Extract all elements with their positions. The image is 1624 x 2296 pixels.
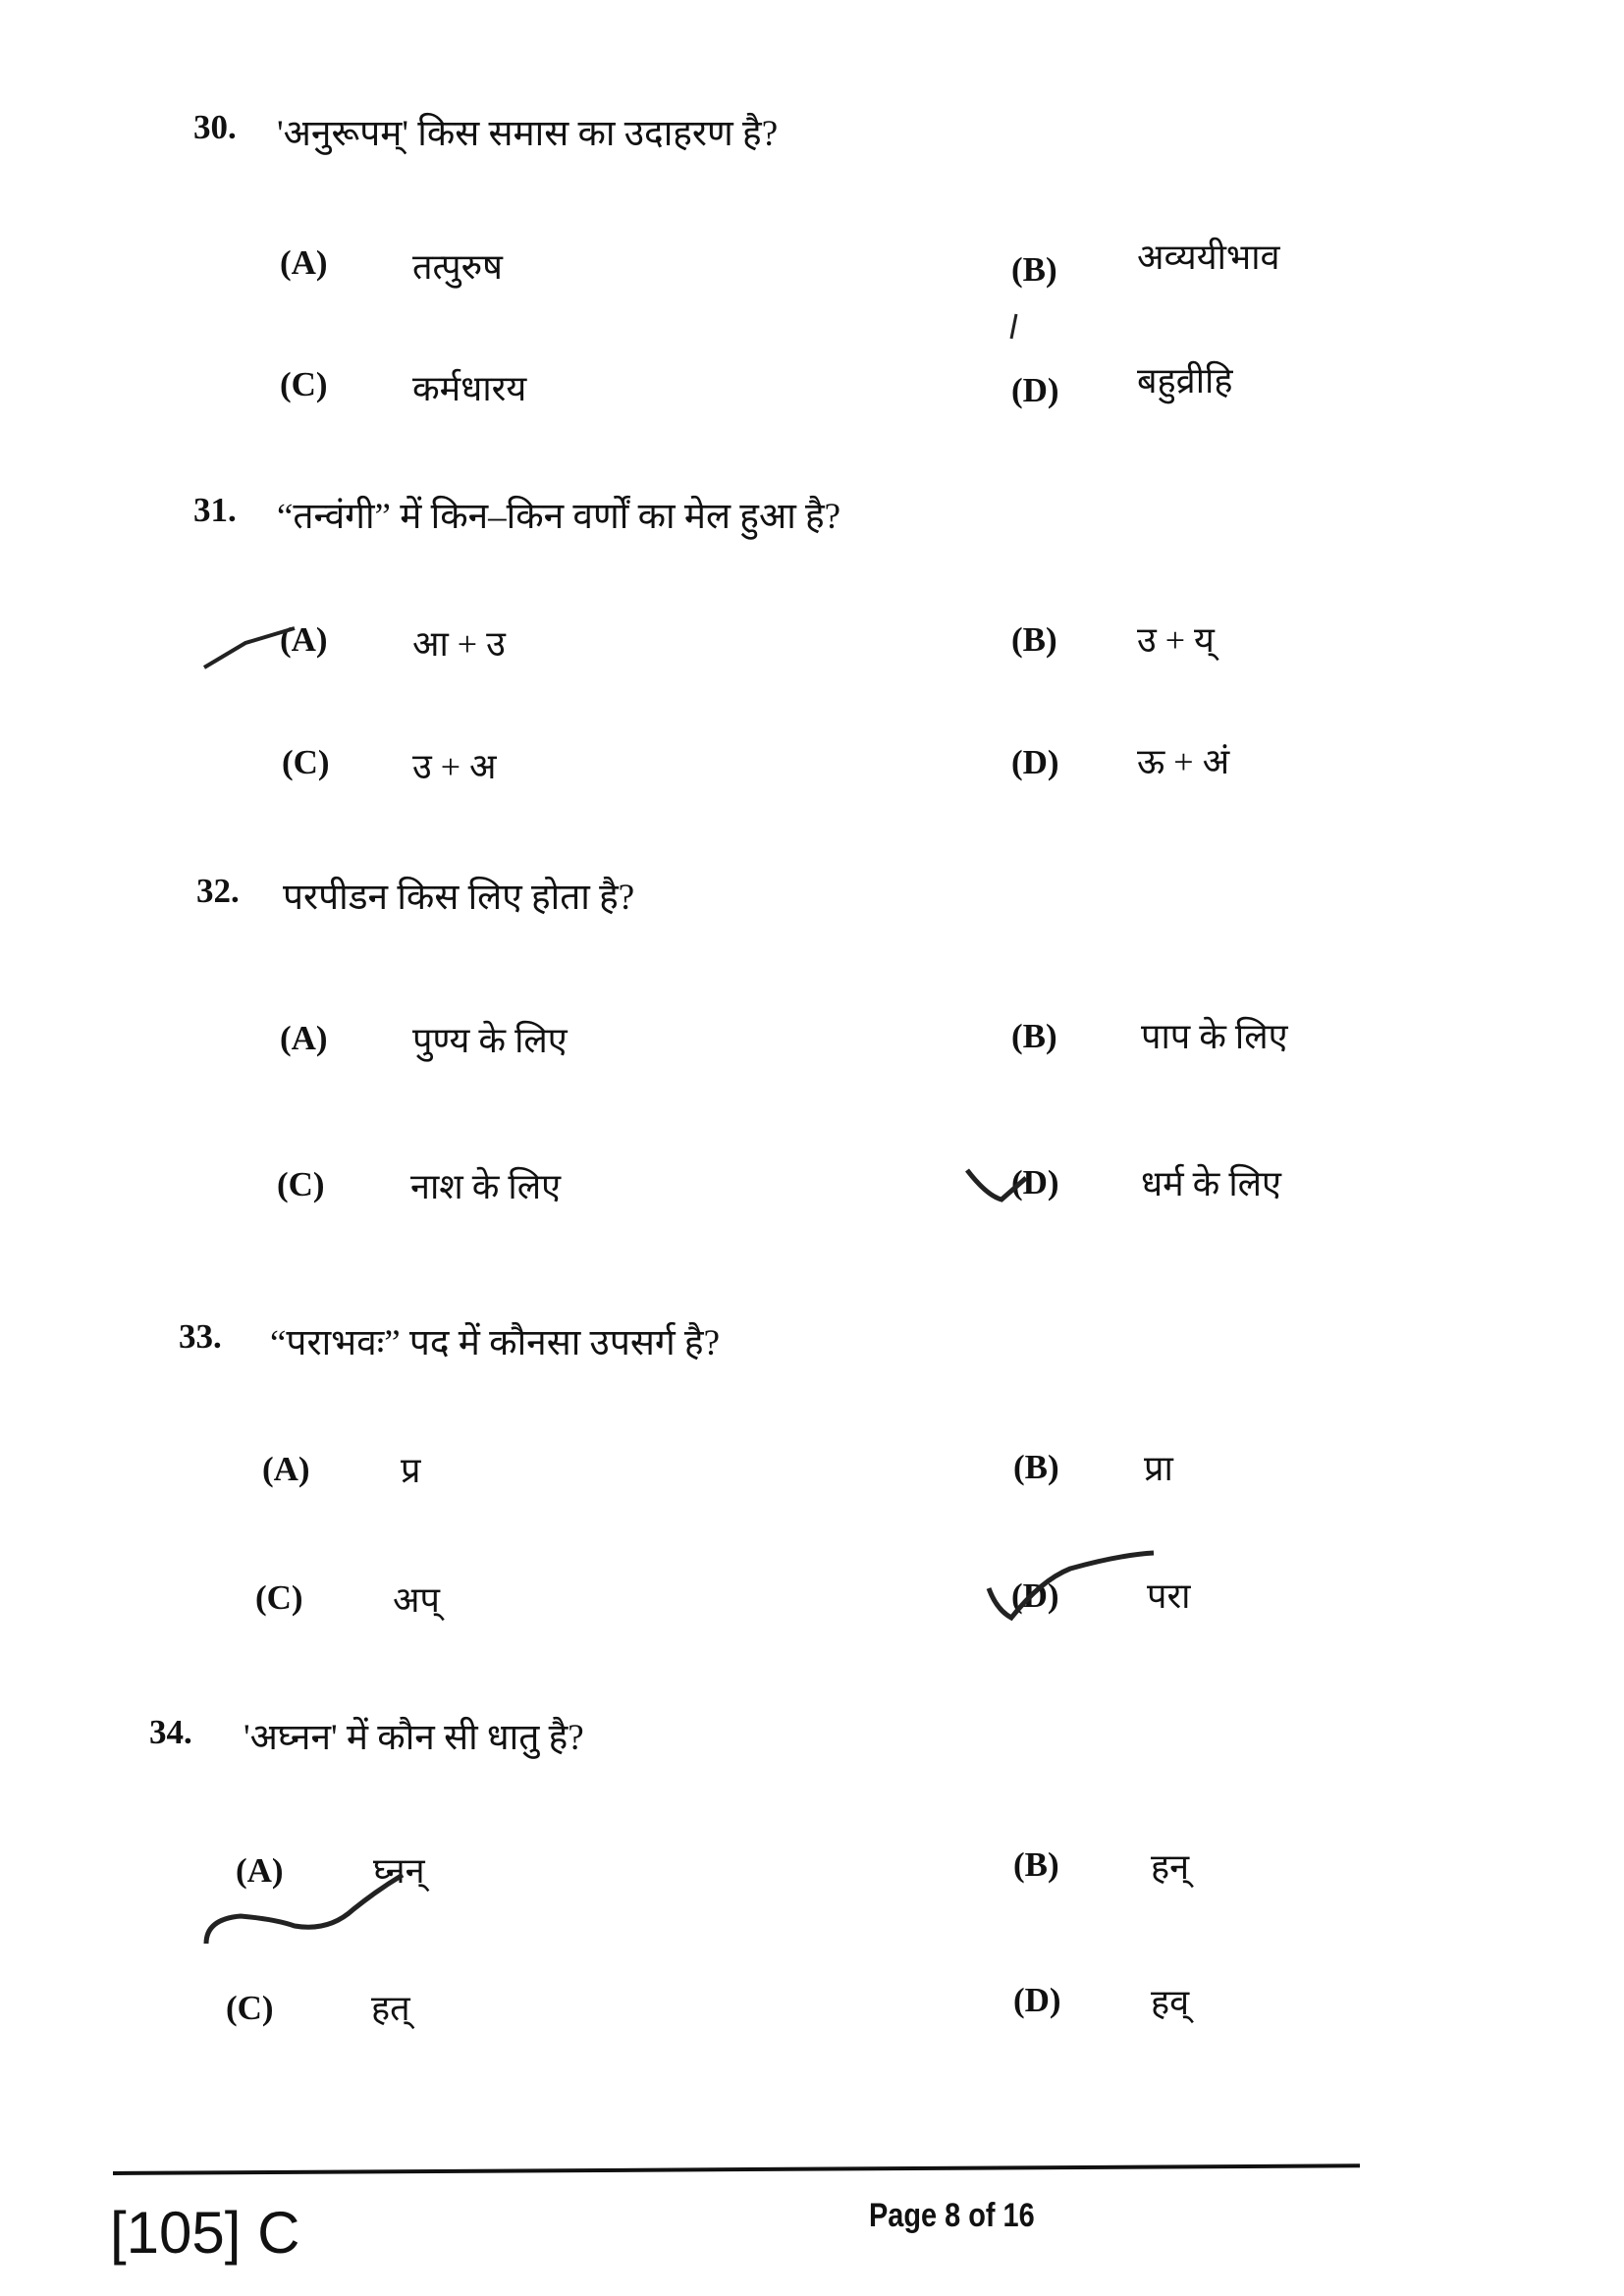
- paper-code: [105] C: [110, 2200, 300, 2266]
- option-label: (A): [280, 620, 328, 659]
- page-number: Page 8 of 16: [869, 2197, 1035, 2234]
- option-text: बहुव्रीहि: [1137, 361, 1233, 400]
- option-label: (C): [282, 743, 330, 781]
- question-number: 30.: [193, 108, 237, 146]
- footer-divider: [113, 2163, 1360, 2175]
- option-label: (D): [1013, 1981, 1061, 2019]
- option-text: पुण्य के लिए: [412, 1021, 568, 1060]
- option-text: प्रा: [1144, 1449, 1173, 1488]
- option-label: (C): [280, 365, 328, 403]
- option-label: (C): [277, 1165, 325, 1203]
- option-text: धर्म के लिए: [1141, 1164, 1281, 1203]
- question-number: 33.: [179, 1317, 222, 1356]
- option-label: (C): [255, 1578, 303, 1617]
- option-label: (A): [262, 1450, 310, 1488]
- option-text: हव्: [1151, 1983, 1190, 2022]
- option-text: तत्पुरुष: [412, 247, 503, 287]
- option-text: उ + अ: [412, 747, 497, 786]
- question-number: 31.: [193, 491, 237, 529]
- option-text: नाश के लिए: [410, 1167, 562, 1206]
- question-text: परपीडन किस लिए होता है?: [283, 878, 635, 918]
- question-text: 'अनुरूपम्' किस समास का उदाहरण है?: [277, 114, 779, 154]
- option-text: पाप के लिए: [1141, 1017, 1288, 1056]
- option-label: (B): [1011, 620, 1057, 659]
- option-label: (C): [226, 1989, 274, 2027]
- option-text: प्र: [401, 1451, 421, 1490]
- option-label: (B): [1011, 250, 1057, 289]
- option-text: अप्: [393, 1580, 440, 1620]
- option-text: कर्मधारय: [412, 369, 527, 408]
- option-label: (A): [280, 243, 328, 282]
- question-text: “तन्वंगी” में किन–किन वर्णों का मेल हुआ है?: [277, 497, 841, 537]
- option-text: ऊ + अं: [1137, 742, 1230, 781]
- tick-mark-icon: [1011, 314, 1016, 339]
- question-number: 34.: [149, 1713, 192, 1751]
- option-label: (D): [1011, 371, 1059, 409]
- option-label: (A): [236, 1851, 284, 1890]
- option-text: हत्: [371, 1989, 410, 2028]
- option-text: हन्: [1151, 1847, 1190, 1887]
- option-label: (B): [1013, 1448, 1059, 1486]
- option-label: (A): [280, 1019, 328, 1057]
- option-label: (D): [1011, 743, 1059, 781]
- option-text: घ्नन्: [373, 1851, 425, 1891]
- option-label: (B): [1011, 1017, 1057, 1055]
- option-label: (D): [1011, 1163, 1059, 1201]
- question-number: 32.: [196, 872, 240, 910]
- option-label: (B): [1013, 1845, 1059, 1884]
- option-text: अव्ययीभाव: [1137, 238, 1280, 277]
- option-text: उ + य्: [1137, 620, 1215, 660]
- option-text: आ + उ: [412, 624, 506, 664]
- question-text: 'अघ्नन' में कौन सी धातु है?: [244, 1718, 584, 1758]
- option-text: परा: [1147, 1576, 1191, 1616]
- option-label: (D): [1011, 1576, 1059, 1615]
- question-text: “पराभवः” पद में कौनसा उपसर्ग है?: [270, 1323, 721, 1363]
